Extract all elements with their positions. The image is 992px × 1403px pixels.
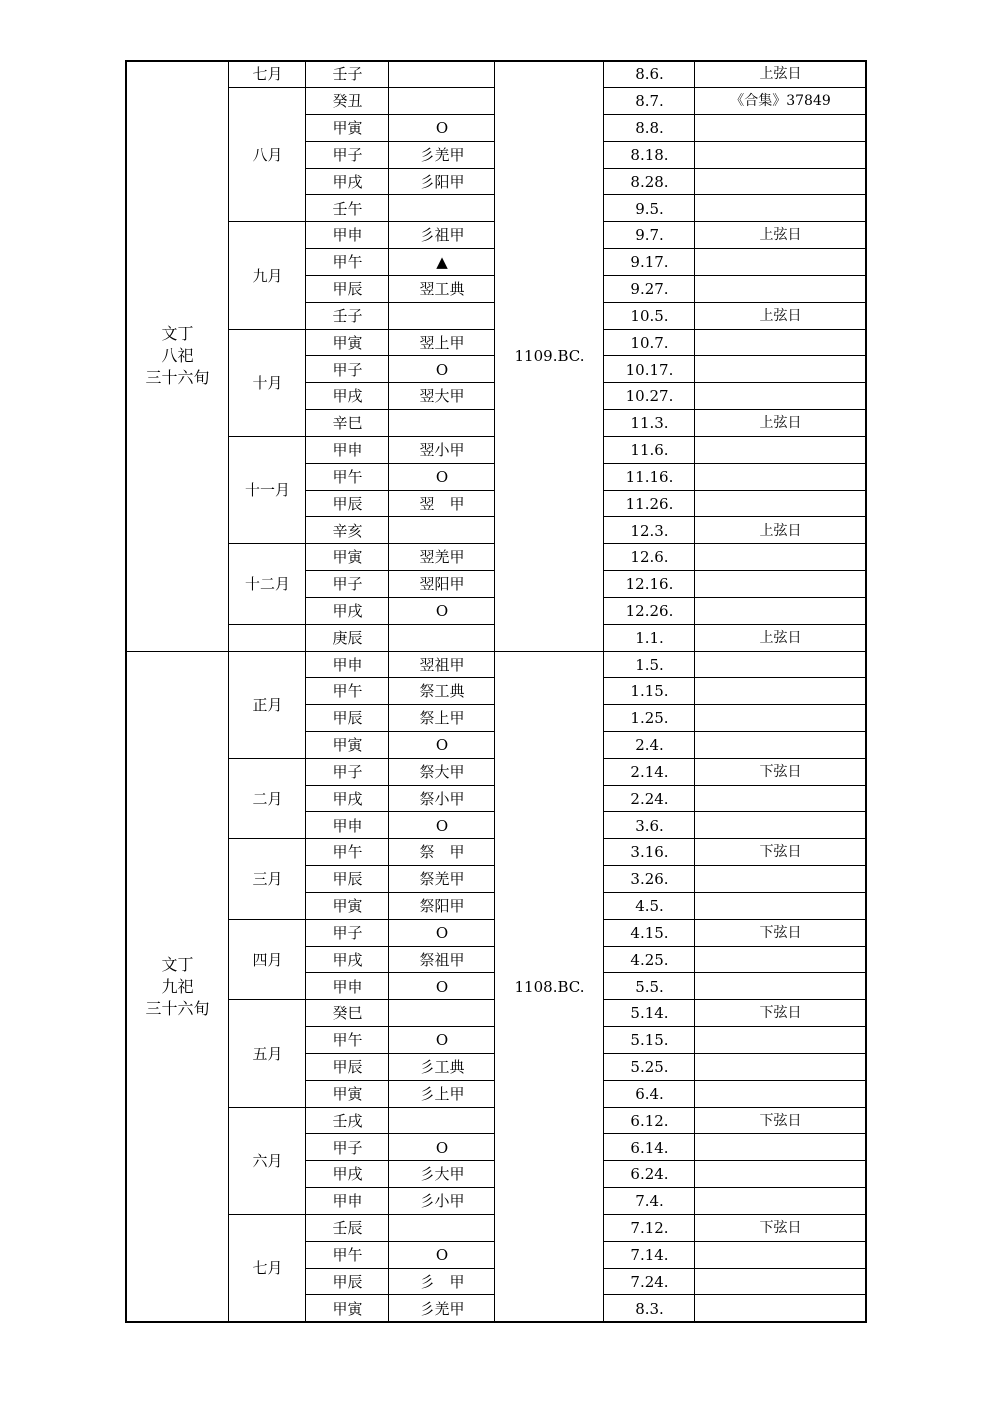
- lunar-note-cell: [695, 571, 866, 598]
- date-cell: 2.4.: [635, 736, 664, 755]
- lunar-note-cell: [695, 1027, 866, 1054]
- ganzhi-day-cell: 甲子: [332, 575, 363, 594]
- month-label: 十二月: [244, 575, 290, 594]
- date-cell: 3.6.: [635, 816, 664, 835]
- date-cell: 10.5.: [630, 306, 669, 325]
- ritual-cell: ▲: [436, 253, 448, 272]
- ganzhi-day-cell: 甲申: [332, 816, 363, 835]
- lunar-note-cell: [695, 1295, 866, 1322]
- lunar-note-cell: 下弦日: [759, 1112, 802, 1129]
- ritual-cell: 彡大甲: [419, 1165, 465, 1184]
- date-cell: 3.26.: [630, 870, 669, 889]
- month-label: 十月: [252, 373, 283, 392]
- lunar-note-cell: [695, 812, 866, 839]
- date-cell: 7.12.: [630, 1219, 669, 1238]
- date-cell: 12.26.: [625, 602, 674, 620]
- date-cell: 4.5.: [635, 897, 664, 916]
- date-cell: 10.27.: [625, 387, 674, 406]
- ritual-cell: 翌工典: [419, 280, 465, 299]
- lunar-note-cell: 上弦日: [759, 629, 802, 646]
- lunar-note-cell: [695, 678, 866, 705]
- date-cell: 6.12.: [630, 1111, 669, 1130]
- date-cell: 6.14.: [630, 1138, 669, 1157]
- lunar-note-cell: 上弦日: [759, 307, 802, 324]
- date-cell: 1.15.: [630, 682, 669, 701]
- ritual-cell: 翌大甲: [419, 387, 465, 406]
- date-cell: 9.27.: [630, 280, 669, 299]
- ritual-cell: 祭羌甲: [419, 870, 465, 889]
- lunar-note-cell: [695, 893, 866, 920]
- reign-period-line: 文丁: [161, 324, 194, 344]
- lunar-note-cell: [695, 651, 866, 678]
- ganzhi-day-cell: 辛巳: [332, 414, 363, 433]
- lunar-note-cell: 上弦日: [759, 227, 802, 244]
- ritual-cell: 翌阳甲: [419, 575, 465, 594]
- ganzhi-day-cell: 甲寅: [332, 548, 363, 567]
- date-cell: 2.14.: [630, 762, 669, 781]
- ganzhi-day-cell: 甲申: [332, 977, 363, 996]
- lunar-note-cell: 下弦日: [759, 924, 802, 941]
- lunar-note-cell: [695, 1134, 866, 1161]
- ritual-cell: 彡工典: [419, 1058, 465, 1077]
- lunar-note-cell: [695, 973, 866, 1000]
- ritual-cell: 彡上甲: [419, 1084, 465, 1103]
- month-label: 三月: [252, 870, 283, 889]
- ganzhi-day-cell: 壬戌: [332, 1111, 363, 1130]
- ritual-cell: 祭工典: [419, 682, 465, 701]
- ritual-cell: O: [435, 1138, 449, 1157]
- ganzhi-day-cell: 甲辰: [332, 1058, 363, 1077]
- date-cell: 12.6.: [630, 548, 669, 567]
- lunar-note-cell: [695, 946, 866, 973]
- ritual-cell: 翌羌甲: [419, 548, 465, 567]
- ritual-cell: O: [435, 602, 449, 620]
- reign-period-line: 三十六旬: [145, 368, 210, 388]
- lunar-note-cell: [695, 141, 866, 168]
- ritual-cell: [389, 410, 495, 437]
- lunar-note-cell: [695, 276, 866, 303]
- ganzhi-day-cell: 甲午: [332, 843, 363, 862]
- date-cell: 4.25.: [630, 950, 669, 969]
- ritual-cell: [389, 302, 495, 329]
- lunar-note-cell: [695, 598, 866, 625]
- date-cell: 12.16.: [625, 575, 674, 594]
- date-cell: 7.24.: [630, 1272, 669, 1291]
- ganzhi-day-cell: 甲子: [332, 1138, 363, 1157]
- ganzhi-day-cell: 甲辰: [332, 494, 363, 513]
- reign-period-line: 文丁: [161, 954, 194, 974]
- ritual-cell: O: [435, 816, 449, 835]
- ritual-cell: [389, 624, 495, 651]
- date-cell: 1.25.: [630, 709, 669, 728]
- ganzhi-day-cell: 甲寅: [332, 119, 363, 138]
- ritual-cell: 祭 甲: [419, 843, 465, 862]
- ganzhi-day-cell: 壬午: [332, 199, 363, 218]
- ganzhi-day-cell: 甲申: [332, 441, 363, 460]
- ganzhi-day-cell: 甲辰: [332, 1272, 363, 1291]
- ganzhi-day-cell: 壬子: [332, 65, 363, 84]
- lunar-note-cell: 下弦日: [759, 844, 802, 861]
- ritual-cell: 彡阳甲: [419, 172, 465, 191]
- date-cell: 10.17.: [625, 360, 674, 379]
- date-cell: 11.3.: [630, 414, 669, 433]
- reign-period-line: 三十六旬: [145, 998, 210, 1018]
- ganzhi-day-cell: 甲寅: [332, 333, 363, 352]
- ritual-cell: [389, 195, 495, 222]
- ganzhi-day-cell: 甲戌: [332, 950, 363, 969]
- lunar-note-cell: [695, 544, 866, 571]
- ganzhi-day-cell: 甲辰: [332, 870, 363, 889]
- month-label: 七月: [252, 65, 283, 84]
- ritual-cell: 彡祖甲: [419, 226, 465, 245]
- date-cell: 9.7.: [635, 226, 664, 245]
- ritual-cell: 彡羌甲: [419, 1299, 465, 1318]
- ganzhi-day-cell: 甲辰: [332, 709, 363, 728]
- lunar-note-cell: [695, 1081, 866, 1108]
- ganzhi-day-cell: 甲戌: [332, 789, 363, 808]
- ganzhi-day-cell: 癸丑: [332, 92, 363, 111]
- bc-year-label: 1109.BC.: [514, 347, 585, 366]
- date-cell: 8.8.: [635, 119, 664, 138]
- ganzhi-day-cell: 甲子: [332, 145, 363, 164]
- reign-period-line: 八祀: [161, 346, 194, 366]
- ganzhi-day-cell: 壬子: [332, 306, 363, 325]
- ritual-cell: 彡羌甲: [419, 145, 465, 164]
- lunar-note-cell: 下弦日: [759, 763, 802, 780]
- ganzhi-day-cell: 甲子: [332, 762, 363, 781]
- month-label: [229, 624, 306, 651]
- date-cell: 8.28.: [630, 172, 669, 191]
- date-cell: 1.5.: [635, 655, 664, 674]
- reign-period-label: [126, 61, 229, 651]
- date-cell: 9.5.: [635, 199, 664, 218]
- ganzhi-day-cell: 癸巳: [332, 1004, 363, 1023]
- date-cell: 8.3.: [635, 1299, 664, 1318]
- lunar-note-cell: [695, 490, 866, 517]
- ritual-cell: [389, 88, 495, 115]
- date-cell: 10.7.: [630, 333, 669, 352]
- date-cell: 5.5.: [635, 977, 664, 996]
- ritual-cell: O: [435, 1031, 449, 1050]
- ganzhi-day-cell: 甲辰: [332, 280, 363, 299]
- date-cell: 4.15.: [630, 923, 669, 942]
- lunar-note-cell: 上弦日: [759, 415, 802, 432]
- ritual-cell: 彡 甲: [419, 1272, 465, 1291]
- lunar-note-cell: [695, 1054, 866, 1081]
- month-label: 五月: [252, 1044, 283, 1063]
- lunar-note-cell: [695, 1188, 866, 1215]
- lunar-note-cell: [695, 705, 866, 732]
- lunar-note-cell: [695, 866, 866, 893]
- ritual-cell: O: [435, 923, 449, 942]
- date-cell: 5.14.: [630, 1004, 669, 1023]
- date-cell: 7.4.: [635, 1192, 664, 1211]
- date-cell: 1.1.: [635, 628, 664, 647]
- ritual-cell: O: [435, 977, 449, 996]
- ganzhi-day-cell: 甲子: [332, 923, 363, 942]
- lunar-note-cell: [695, 383, 866, 410]
- date-cell: 5.25.: [630, 1058, 669, 1077]
- date-cell: 6.24.: [630, 1165, 669, 1184]
- ritual-cell: O: [435, 736, 449, 755]
- lunar-note-cell: 上弦日: [759, 522, 802, 539]
- ganzhi-day-cell: 甲午: [332, 1245, 363, 1264]
- lunar-note-cell: [695, 168, 866, 195]
- ritual-cell: 彡小甲: [419, 1192, 465, 1211]
- lunar-note-cell: [695, 249, 866, 276]
- date-cell: 8.6.: [635, 65, 664, 84]
- ganzhi-day-cell: 甲申: [332, 1192, 363, 1211]
- date-cell: 7.14.: [630, 1245, 669, 1264]
- ganzhi-day-cell: 甲申: [332, 655, 363, 674]
- ritual-cell: O: [435, 119, 449, 138]
- ganzhi-day-cell: 甲戌: [332, 1165, 363, 1184]
- lunar-note-cell: [695, 115, 866, 142]
- date-cell: 2.24.: [630, 789, 669, 808]
- ganzhi-day-cell: 甲午: [332, 467, 363, 486]
- date-cell: 11.16.: [625, 467, 674, 486]
- ganzhi-day-cell: 甲子: [332, 360, 363, 379]
- ritual-cell: [389, 517, 495, 544]
- ritual-cell: [389, 1000, 495, 1027]
- ritual-cell: O: [435, 1245, 449, 1264]
- lunar-note-cell: [695, 1268, 866, 1295]
- reign-period-line: 九祀: [161, 976, 194, 996]
- ganzhi-day-cell: 甲午: [332, 682, 363, 701]
- ritual-cell: 祭小甲: [419, 789, 465, 808]
- ganzhi-day-cell: 甲寅: [332, 1299, 363, 1318]
- ganzhi-day-cell: 甲戌: [332, 387, 363, 406]
- month-label: 十一月: [244, 481, 290, 500]
- ganzhi-day-cell: 甲寅: [332, 736, 363, 755]
- ritual-cell: 翌小甲: [419, 441, 465, 460]
- lunar-note-cell: [695, 732, 866, 759]
- lunar-note-cell: 上弦日: [759, 66, 802, 83]
- date-cell: 8.7.: [635, 92, 664, 111]
- ganzhi-day-cell: 甲午: [332, 1031, 363, 1050]
- lunar-note-cell: 下弦日: [759, 1005, 802, 1022]
- month-label: 正月: [252, 695, 283, 714]
- ritual-cell: [389, 1215, 495, 1242]
- ritual-cell: [389, 61, 495, 88]
- ritual-cell: 祭阳甲: [419, 897, 465, 916]
- ritual-cell: 祭上甲: [419, 709, 465, 728]
- reign-period-label: [126, 651, 229, 1322]
- date-cell: 6.4.: [635, 1084, 664, 1103]
- ritual-cell: [389, 1107, 495, 1134]
- date-cell: 5.15.: [630, 1031, 669, 1050]
- bc-year-label: 1108.BC.: [514, 977, 585, 996]
- month-label: 八月: [252, 145, 283, 164]
- ritual-cell: O: [435, 467, 449, 486]
- month-label: 九月: [252, 266, 283, 285]
- lunar-note-cell: [695, 356, 866, 383]
- lunar-note-cell: [695, 1242, 866, 1269]
- lunar-note-cell: [695, 195, 866, 222]
- lunar-note-cell: [695, 329, 866, 356]
- month-label: 六月: [252, 1152, 283, 1171]
- ganzhi-day-cell: 甲寅: [332, 897, 363, 916]
- date-cell: 11.26.: [625, 494, 674, 513]
- ritual-cell: 翌 甲: [419, 494, 465, 513]
- date-cell: 12.3.: [630, 521, 669, 540]
- month-label: 四月: [252, 950, 283, 969]
- ganzhi-day-cell: 庚辰: [332, 628, 363, 647]
- lunar-note-cell: [695, 437, 866, 464]
- ganzhi-day-cell: 壬辰: [332, 1219, 363, 1238]
- ganzhi-day-cell: 甲戌: [332, 172, 363, 191]
- ganzhi-day-cell: 甲午: [332, 253, 363, 272]
- lunar-note-cell: 下弦日: [759, 1220, 802, 1237]
- date-cell: 9.17.: [630, 253, 669, 272]
- date-cell: 3.16.: [630, 843, 669, 862]
- date-cell: 11.6.: [630, 441, 669, 460]
- ganzhi-day-cell: 甲寅: [332, 1084, 363, 1103]
- lunar-note-cell: [695, 1161, 866, 1188]
- ganzhi-day-cell: 辛亥: [332, 521, 363, 540]
- lunar-note-cell: 《合集》37849: [730, 93, 831, 110]
- month-label: 七月: [252, 1259, 283, 1278]
- ganzhi-day-cell: 甲戌: [332, 602, 363, 620]
- lunar-note-cell: [695, 463, 866, 490]
- lunar-note-cell: [695, 785, 866, 812]
- ritual-cell: O: [435, 360, 449, 379]
- date-cell: 8.18.: [630, 145, 669, 164]
- ritual-cell: 翌上甲: [419, 333, 465, 352]
- ritual-cell: 祭大甲: [419, 762, 465, 781]
- ganzhi-day-cell: 甲申: [332, 226, 363, 245]
- month-label: 二月: [252, 789, 283, 808]
- ritual-cell: 祭祖甲: [419, 950, 465, 969]
- ritual-cell: 翌祖甲: [419, 655, 465, 674]
